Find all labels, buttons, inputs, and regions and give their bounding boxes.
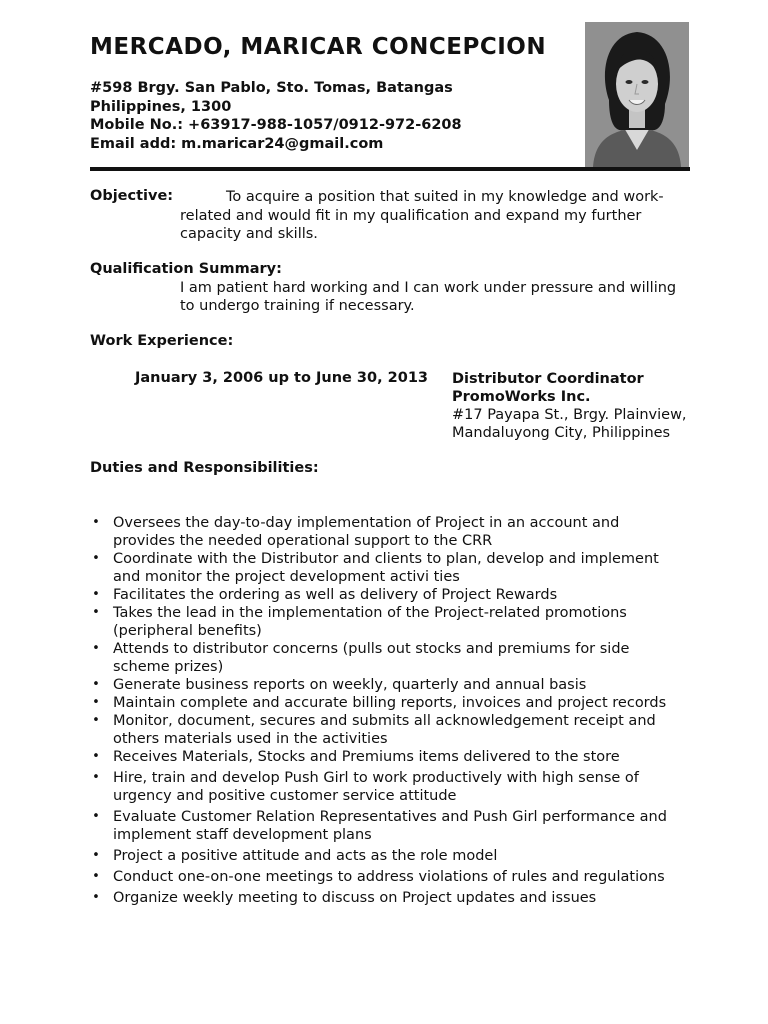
duty-item [90, 868, 700, 886]
duty-item [90, 514, 700, 550]
qualification-text-line-1: I am patient hard working and I can work under pressure and willing [180, 280, 677, 296]
duty-text-line-2: urgency and positive customer service attitude [113, 788, 457, 804]
duty-item [90, 586, 700, 604]
duty-item [90, 604, 700, 640]
duty-item [90, 550, 700, 586]
duties-label: Duties and Responsibilities: [90, 460, 319, 476]
email-address: Email add: m.maricar24@gmail.com [90, 135, 384, 152]
bullet-icon: • [92, 749, 100, 764]
work-experience-label: Work Experience: [90, 333, 234, 349]
bullet-icon: • [92, 848, 100, 863]
duty-item [90, 640, 700, 676]
company-name: PromoWorks Inc. [452, 389, 591, 405]
company-address-line-1: #17 Payapa St., Brgy. Plainview, [452, 407, 687, 423]
duty-item [90, 769, 700, 805]
duty-text-line-1: Maintain complete and accurate billing reports, invoices and project records [113, 695, 667, 711]
address-line-1: #598 Brgy. San Pablo, Sto. Tomas, Batangas [90, 80, 453, 96]
duties-list [90, 514, 700, 907]
duty-text-line-1: Oversees the day-to-day implementation of Project in an account and [113, 515, 620, 531]
objective-text-line-1: To acquire a position that suited in my knowledge and work- [226, 189, 664, 205]
bullet-icon: • [92, 890, 100, 905]
duty-text-line-1: Hire, train and develop Push Girl to work productively with high sense of [113, 770, 639, 786]
duty-text-line-1: Monitor, document, secures and submits all acknowledgement receipt and [113, 713, 656, 729]
qualification-text-line-2: to undergo training if necessary. [180, 298, 415, 314]
applicant-name: MERCADO, MARICAR CONCEPCION [90, 34, 547, 60]
employer-info [452, 370, 687, 442]
duty-item [90, 889, 700, 907]
employment-dates: January 3, 2006 up to June 30, 2013 [135, 370, 429, 386]
duty-text-line-1: Project a positive attitude and acts as the role model [113, 848, 498, 864]
duty-text-line-1: Attends to distributor concerns (pulls out stocks and premiums for side [113, 641, 630, 657]
address-line-2: Philippines, 1300 [90, 98, 232, 115]
job-position: Distributor Coordinator [452, 371, 644, 387]
duty-item [90, 712, 700, 748]
bullet-icon: • [92, 677, 100, 692]
bullet-icon: • [92, 695, 100, 710]
objective-text-line-3: capacity and skills. [180, 226, 318, 242]
duty-text-line-2: others materials used in the activities [113, 731, 388, 747]
duty-text-line-2: (peripheral benefits) [113, 623, 262, 639]
bullet-icon: • [92, 809, 100, 824]
bullet-icon: • [92, 869, 100, 884]
contact-block [90, 79, 462, 153]
bullet-icon: • [92, 515, 100, 530]
mobile-number: Mobile No.: +63917-988-1057/0912-972-6208 [90, 117, 462, 133]
duty-item [90, 748, 700, 766]
duty-text-line-1: Facilitates the ordering as well as delivery of Project Rewards [113, 587, 558, 603]
duty-text-line-1: Generate business reports on weekly, quarterly and annual basis [113, 677, 587, 693]
duty-text-line-1: Takes the lead in the implementation of the Project-related promotions [113, 605, 627, 621]
duty-item [90, 847, 700, 865]
duty-item [90, 676, 700, 694]
duty-item [90, 694, 700, 712]
objective-text-line-2: related and would fit in my qualification and expand my further [180, 208, 642, 224]
header-divider [90, 167, 690, 171]
bullet-icon: • [92, 551, 100, 566]
qualification-summary-label: Qualification Summary: [90, 261, 282, 277]
duty-text-line-1: Receives Materials, Stocks and Premiums items delivered to the store [113, 749, 620, 765]
duty-text-line-1: Coordinate with the Distributor and clients to plan, develop and implement [113, 551, 659, 567]
duty-text-line-1: Conduct one-on-one meetings to address violations of rules and regulations [113, 869, 665, 885]
bullet-icon: • [92, 713, 100, 728]
duty-text-line-2: scheme prizes) [113, 659, 224, 675]
duty-item [90, 808, 700, 844]
duty-text-line-2: and monitor the project development activi ties [113, 569, 460, 585]
company-address-line-2: Mandaluyong City, Philippines [452, 425, 671, 441]
bullet-icon: • [92, 587, 100, 602]
duty-text-line-1: Evaluate Customer Relation Representatives and Push Girl performance and [113, 809, 667, 825]
objective-label: Objective: [90, 188, 174, 204]
duty-text-line-2: provides the needed operational support to the CRR [113, 533, 493, 549]
bullet-icon: • [92, 641, 100, 656]
duty-text-line-1: Organize weekly meeting to discuss on Project updates and issues [113, 890, 597, 906]
duty-text-line-2: implement staff development plans [113, 827, 372, 843]
bullet-icon: • [92, 605, 100, 620]
bullet-icon: • [92, 770, 100, 785]
profile-photo [585, 22, 689, 167]
